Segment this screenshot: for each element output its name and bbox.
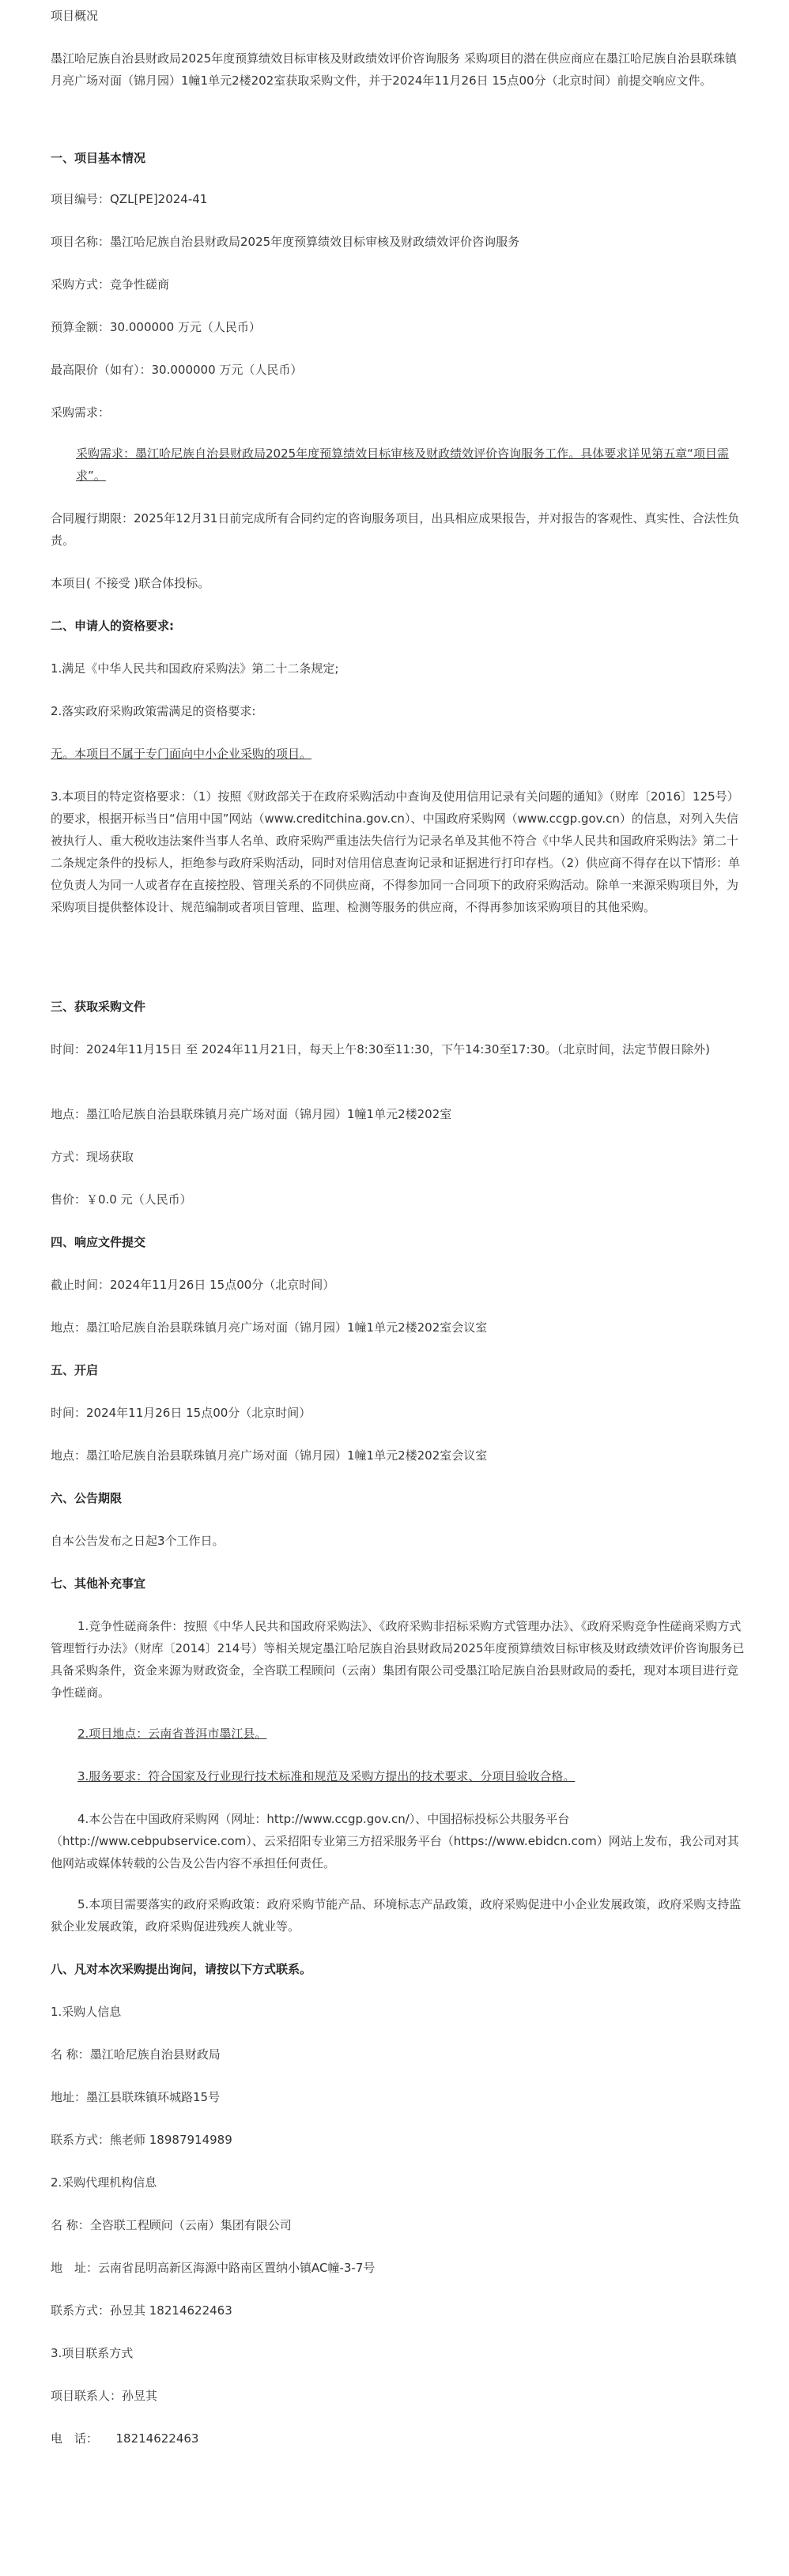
project-name: 项目名称：墨江哈尼族自治县财政局2025年度预算绩效目标审核及财政绩效评价咨询服务 [51, 235, 520, 249]
section-5-heading: 五、开启 [51, 1363, 99, 1377]
obtain-place: 地点：墨江哈尼族自治县联珠镇月亮广场对面（锦月园）1幢1单元2楼202室 [51, 1107, 452, 1121]
demand-label: 采购需求： [51, 405, 111, 420]
purchaser-address: 地址：墨江县联珠镇环城路15号 [51, 2090, 221, 2104]
other-item-3: 3.服务要求：符合国家及行业现行技术标准和规范及采购方提出的技术要求、分项目验收合格。 [77, 1769, 576, 1783]
agency-name: 名 称：全咨联工程顾问（云南）集团有限公司 [51, 2218, 292, 2232]
purchaser-contact: 联系方式：熊老师 18987914989 [51, 2133, 232, 2147]
agency-address: 地 址：云南省昆明高新区海源中路南区置纳小镇AC幢-3-7号 [51, 2261, 376, 2275]
other-item-4: 4.本公告在中国政府采购网（网址：http://www.ccgp.gov.cn/）、中国招标投标公共服务平台（http://www.cebpubservice.com）、云采招阳专业第三方招采服务平台（https://www.ebidcn.com）网站上发布，我公司对其他网站或媒体转载的公告及公告内容不承担任何责任。 [51, 1812, 739, 1870]
obtain-method: 方式：现场获取 [51, 1150, 134, 1164]
purchaser-info-title: 1.采购人信息 [51, 2005, 122, 2019]
section-3-heading: 三、获取采购文件 [51, 1000, 146, 1014]
max-price: 最高限价（如有）：30.000000 万元（人民币） [51, 363, 303, 377]
project-contact-phone: 电 话： 18214622463 [51, 2431, 199, 2446]
agency-info-title: 2.采购代理机构信息 [51, 2175, 157, 2190]
overview-title: 项目概况 [51, 9, 99, 23]
opening-place: 地点：墨江哈尼族自治县联珠镇月亮广场对面（锦月园）1幢1单元2楼202室会议室 [51, 1448, 488, 1463]
announcement-period: 自本公告发布之日起3个工作日。 [51, 1534, 225, 1548]
project-number: 项目编号：QZL[PE]2024-41 [51, 192, 208, 206]
qualification-1: 1.满足《中华人民共和国政府采购法》第二十二条规定; [51, 661, 339, 676]
project-contact-person: 项目联系人：孙昱其 [51, 2389, 158, 2403]
section-2-heading: 二、申请人的资格要求: [51, 619, 174, 633]
section-1-heading: 一、项目基本情况 [51, 151, 146, 165]
section-7-heading: 七、其他补充事宜 [51, 1576, 146, 1591]
demand-text: 采购需求：墨江哈尼族自治县财政局2025年度预算绩效目标审核及财政绩效评价咨询服务工作。具体要求详见第五章“项目需求”。 [76, 446, 729, 483]
section-6-heading: 六、公告期限 [51, 1491, 123, 1505]
submission-deadline: 截止时间：2024年11月26日 15点00分（北京时间） [51, 1278, 335, 1292]
other-item-1: 1.竞争性磋商条件：按照《中华人民共和国政府采购法》、《政府采购非招标采购方式管理办法》、《政府采购竞争性磋商采购方式管理暂行办法》（财库〔2014〕214号）等相关规定墨江哈尼族自治县财政局2025年度预算绩效目标审核及财政绩效评价咨询服务已具备采购条件，资金来源为财政资金，全咨联工程顾问（云南）集团有限公司受墨江哈尼族自治县财政局的委托，现对本项目进行竞争性磋商。 [51, 1619, 745, 1700]
project-contact-title: 3.项目联系方式 [51, 2346, 134, 2360]
budget-amount: 预算金额：30.000000 万元（人民币） [51, 320, 261, 334]
obtain-time: 时间：2024年11月15日 至 2024年11月21日，每天上午8:30至11:30，下午14:30至17:30。（北京时间，法定节假日除外) [51, 1042, 710, 1056]
qualification-3: 3.本项目的特定资格要求：（1）按照《财政部关于在政府采购活动中查询及使用信用记录有关问题的通知》（财库〔2016〕125号）的要求，根据开标当日“信用中国”网站（www.creditchina.gov.cn）、中国政府采购网（www.ccgp.gov.cn）的信息，对列入失信被执行人、重大税收违法案件当事人名单、政府采购严重违法失信行为记录名单及其他不符合《中华人民共和国政府采购法》第二十二条规定条件的投标人，拒绝参与政府采购活动，同时对信用信息查询记录和证据进行打印存档。（2）供应商不得存在以下情形：单位负责人为同一人或者存在直接控股、管理关系的不同供应商，不得参加同一合同项下的政府采购活动。除单一来源采购项目外，为采购项目提供整体设计、规范编制或者项目管理、监理、检测等服务的供应商，不得再参加该采购项目的其他采购。 [51, 789, 741, 914]
document-price: 售价：￥0.0 元（人民币） [51, 1192, 192, 1207]
section-8-heading: 八、凡对本次采购提出询问，请按以下方式联系。 [51, 1962, 312, 1976]
other-item-5: 5.本项目需要落实的政府采购政策：政府采购节能产品、环境标志产品政策，政府采购促进中小企业发展政策，政府采购支持监狱企业发展政策，政府采购促进残疾人就业等。 [51, 1897, 742, 1934]
submission-place: 地点：墨江哈尼族自治县联珠镇月亮广场对面（锦月园）1幢1单元2楼202室会议室 [51, 1320, 488, 1335]
procurement-method: 采购方式：竞争性磋商 [51, 277, 170, 292]
purchaser-name: 名 称：墨江哈尼族自治县财政局 [51, 2047, 221, 2062]
opening-time: 时间：2024年11月26日 15点00分（北京时间） [51, 1406, 311, 1420]
overview-text: 墨江哈尼族自治县财政局2025年度预算绩效目标审核及财政绩效评价咨询服务 采购项目的潜在供应商应在墨江哈尼族自治县联珠镇月亮广场对面（锦月园）1幢1单元2楼202室获取采购文件，并于2024年11月26日 15点00分（北京时间）前提交响应文件。 [51, 51, 737, 88]
section-4-heading: 四、响应文件提交 [51, 1235, 146, 1249]
contract-term: 合同履行期限：2025年12月31日前完成所有合同约定的咨询服务项目，出具相应成果报告，并对报告的客观性、真实性、合法性负责。 [51, 511, 740, 548]
agency-contact: 联系方式：孙昱其 18214622463 [51, 2303, 232, 2318]
qualification-2: 2.落实政府采购政策需满足的资格要求: [51, 704, 256, 718]
qualification-2-detail: 无。本项目不属于专门面向中小企业采购的项目。 [51, 747, 312, 761]
other-item-2: 2.项目地点：云南省普洱市墨江县。 [77, 1727, 267, 1741]
consortium-note: 本项目( 不接受 )联合体投标。 [51, 576, 210, 590]
